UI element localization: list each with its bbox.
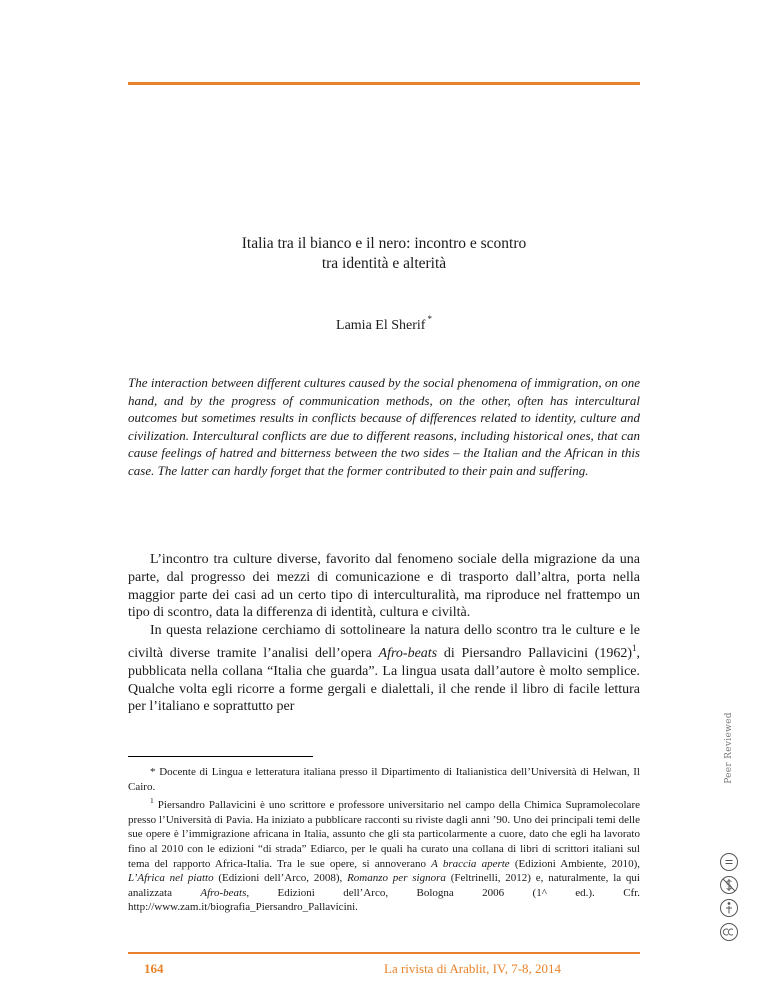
body-text [128, 551, 640, 716]
nd-icon [721, 854, 738, 871]
license-badge [718, 648, 740, 948]
title-line-2: tra identità e alterità [321, 255, 447, 272]
by-icon [721, 900, 738, 917]
page-number: 164 [144, 961, 164, 976]
body-paragraph-1: L’incontro tra culture diverse, favorito dal fenomeno sociale della migrazione da una parte, dal progresso dei mezzi di comunicazione e di trasporto dall’altra, porta nella maggior parte dei casi ad un certo tipo di interculturalità, ma riproduce nel frattempo un tipo di scontro, data la differenza di identità, cultura e civiltà. [128, 552, 640, 621]
abstract: The interaction between different cultures caused by the social phenomena of immigration, on one hand, and by the progress of communication methods, on the other, often has intercultural outcomes but sometimes results in conflicts because of differences related to identity, culture and civilization. Intercultural conflicts are due to different reasons, including historical ones, that can cause feelings of hatred and bitterness between the two sides – the Italian and the African in this case. The latter can hardly forget that the former contributed to their pain and suffering. [128, 375, 640, 478]
author-name: Lamia El Sherif [336, 318, 426, 333]
body-paragraph-2: In questa relazione cerchiamo di sottolineare la natura dello scontro tra le culture e le civiltà diverse tramite l’analisi dell’opera Afro-beats di Piersandro Pallavicini $(1962)^1$, pubblicata nella collana “Italia che guarda”. La lingua usata dall’autore è molto semplice. Qualche volta egli ricorre a forme gergali e dialettali, il che rende il libro di facile lettura per l’italiano e soprattutto per [128, 623, 641, 715]
footnote-star: * Docente di Lingua e letteratura italiana presso il Dipartimento di Italianistica dell’Università di Helwan, Il Cairo. [128, 766, 640, 793]
footnote-separator [128, 756, 313, 757]
bottom-rule [128, 952, 640, 954]
journal-citation: La rivista di Arablit, IV, 7-8, 2014 [384, 961, 562, 976]
top-rule [128, 82, 640, 85]
footnotes [128, 765, 640, 915]
cc-icon [721, 924, 738, 941]
nc-icon [721, 877, 738, 894]
footnote-ref-1: 1 [632, 642, 637, 653]
author-line [128, 314, 640, 334]
peer-reviewed-label: Peer Reviewed [724, 712, 734, 784]
footnote-1-mark: 1 [150, 796, 154, 806]
work-title: Afro-beats [378, 645, 438, 661]
author-footnote-mark: * [427, 314, 432, 324]
creative-commons-icons [719, 852, 739, 946]
article-title [128, 234, 640, 274]
footnote-1: $^1$ Piersandro Pallavicini è uno scrittore e professore universitario nel campo della Chimica Supramolecolare presso l’Università di Pavia. Ha iniziato a pubblicare racconti su riviste dagli anni ’90. Uno dei principali temi delle sue opere è l’immigrazione africana in Italia, assunto che gli sta particolarmente a cuore, dato che egli ha lavorato fino al 2010 con le edizioni “di strada” Ediarco, per le quali ha curato una collana di libri di scrittori italiani sul tema del rapporto Africa-Italia. Tra le sue opere, si annoverano A braccia aperte (Edizioni Ambiente, 2010), L’Africa nel piatto (Edizioni dell’Arco, 2008), Romanzo per signora (Feltrinelli, 2012) e, naturalmente, la qui analizzata Afro-beats, Edizioni dell’Arco, Bologna 2006 (1^ ed.). Cfr. http://www.zam.it/biografia_Piersandro_Pallavicini. [128, 796, 640, 914]
title-line-1: Italia tra il bianco e il nero: incontro e scontro [241, 235, 527, 252]
